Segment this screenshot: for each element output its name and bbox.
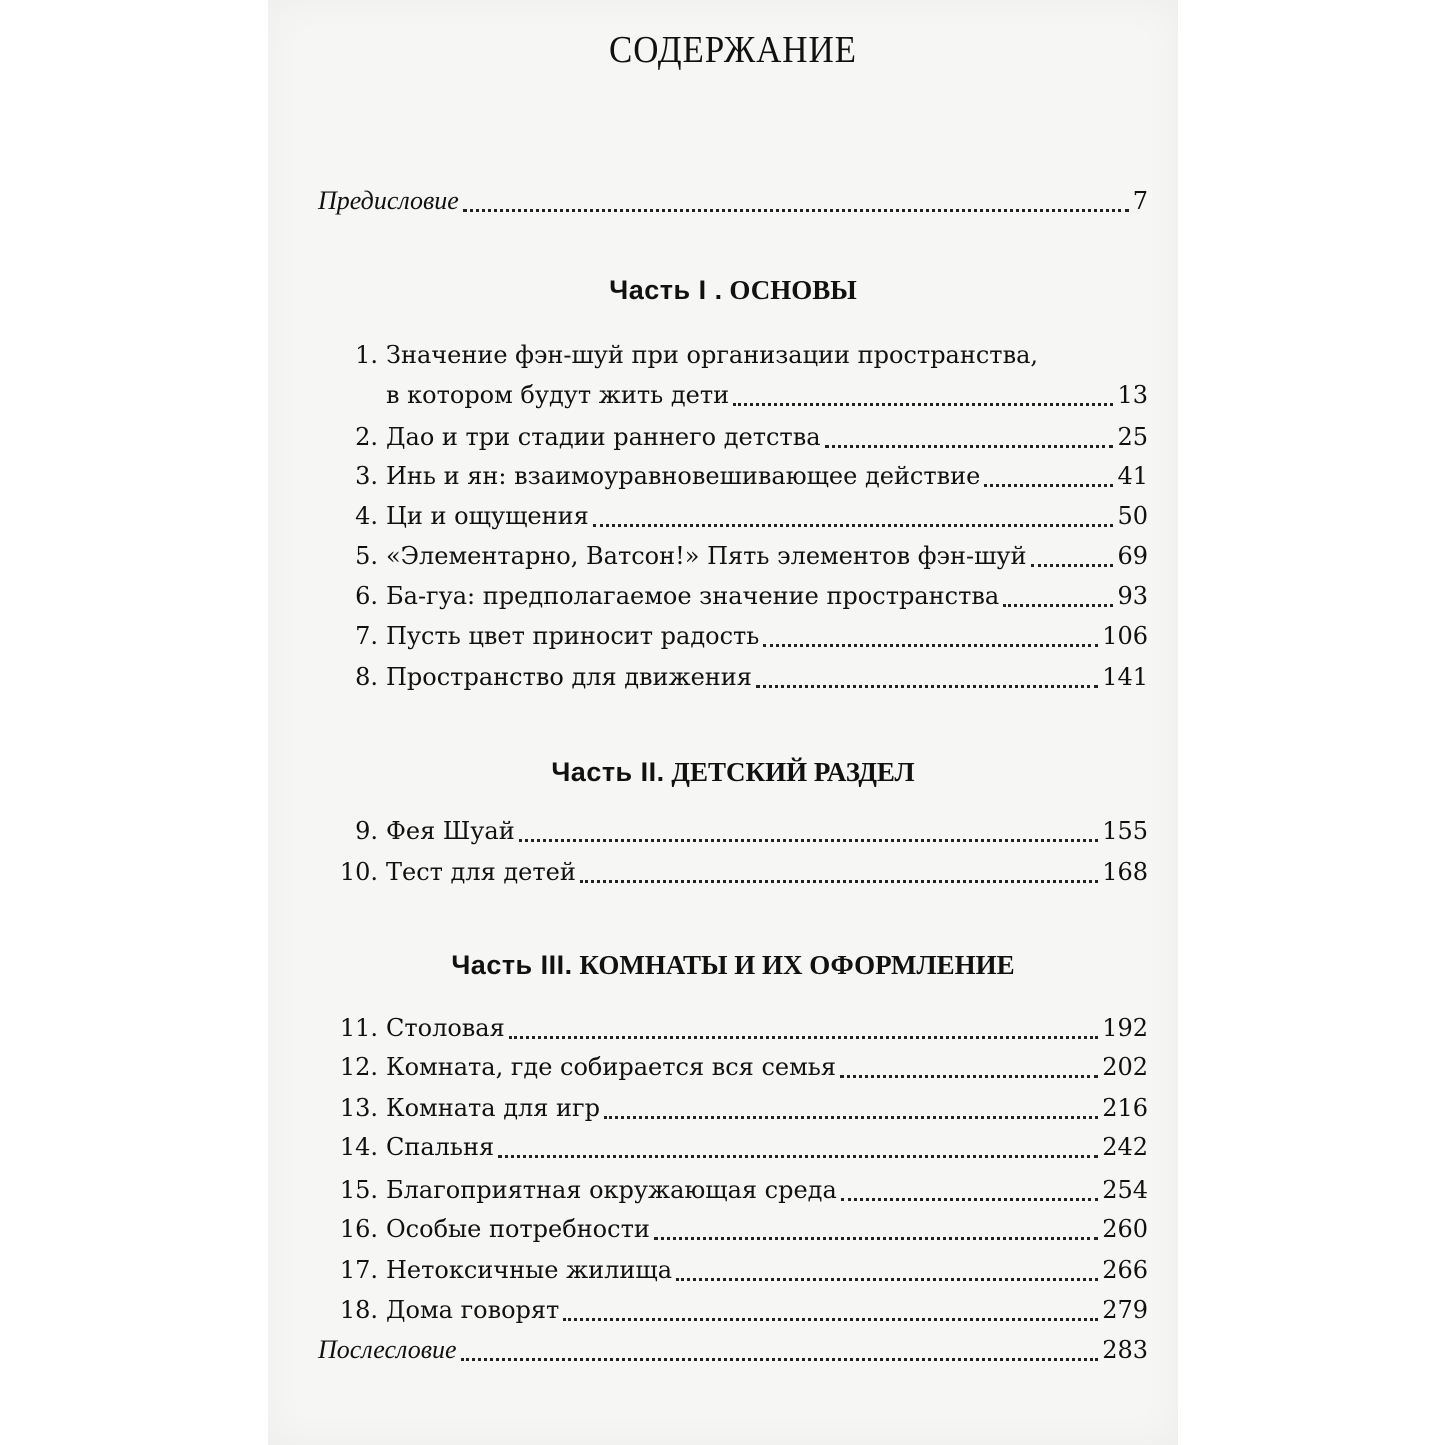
toc-number: 8. [355,663,378,691]
toc-number: 14. [339,1133,378,1161]
part-prefix: Часть II. [551,757,665,787]
toc-label: Ба-гуа: предполагаемое значение пространства [386,582,1000,610]
toc-entry-3 [318,461,1148,491]
part-name: ОСНОВЫ [729,275,857,305]
part-heading-1 [318,275,1148,306]
toc-entry-1-line1 [318,340,1148,370]
leader-dots [509,1036,1098,1039]
leader-dots [840,1075,1098,1078]
toc-label: Особые потребности [386,1215,650,1243]
toc-page-number: 106 [1102,622,1148,650]
toc-entry-13 [318,1093,1148,1123]
part-name: КОМНАТЫ И ИХ ОФОРМЛЕНИЕ [579,950,1015,980]
toc-entry-7 [318,621,1148,651]
toc-entry-12 [318,1052,1148,1082]
toc-label: Тест для детей [386,858,576,886]
toc-page-number: 283 [1102,1336,1148,1364]
toc-page-number: 202 [1102,1053,1148,1081]
toc-page-number: 242 [1102,1133,1148,1161]
toc-entry-afterword [318,1335,1148,1365]
toc-page-number: 192 [1102,1014,1148,1042]
toc-label: Послесловие [318,1335,457,1364]
toc-label: Пространство для движения [386,663,752,691]
toc-number: 7. [355,622,378,650]
toc-page-number: 41 [1117,462,1148,490]
toc-number: 1. [355,341,378,369]
toc-entry-preface [318,186,1148,216]
toc-number: 2. [355,423,378,451]
leader-dots [593,524,1114,527]
toc-label: Благоприятная окружающая среда [386,1176,837,1204]
toc-number: 9. [355,817,378,845]
toc-label: Инь и ян: взаимоуравновешивающее действие [386,462,981,490]
toc-entry-9 [318,816,1148,846]
toc-page-number: 7 [1132,187,1148,215]
leader-dots [984,484,1113,487]
leader-dots [654,1237,1098,1240]
leader-dots [461,1358,1099,1361]
toc-entry-4 [318,501,1148,531]
toc-number: 5. [355,542,378,570]
toc-entry-14 [318,1132,1148,1162]
toc-entry-1-line2 [386,380,1148,410]
toc-number: 15. [339,1176,378,1204]
toc-entry-18 [318,1295,1148,1325]
toc-page-number: 155 [1102,817,1148,845]
toc-label: Фея Шуай [386,817,515,845]
toc-number: 12. [339,1053,378,1081]
leader-dots [580,880,1098,883]
toc-entry-6 [318,581,1148,611]
toc-page-number: 13 [1117,381,1148,409]
toc-label: Спальня [386,1133,495,1161]
toc-label: Значение фэн-шуй при организации пространства, [386,341,1039,369]
toc-label: Дао и три стадии раннего детства [386,423,821,451]
toc-entry-10 [318,857,1148,887]
toc-number: 18. [339,1296,378,1324]
toc-number: 3. [355,462,378,490]
toc-entry-8 [318,662,1148,692]
toc-label: Столовая [386,1014,505,1042]
leader-dots [1031,564,1114,567]
part-heading-3 [318,950,1148,981]
toc-page-number: 25 [1117,423,1148,451]
toc-number: 16. [339,1215,378,1243]
toc-label: Комната для игр [386,1094,600,1122]
part-prefix: Часть I . [609,275,723,305]
leader-dots [463,209,1129,212]
toc-number: 13. [339,1094,378,1122]
page-title: СОДЕРЖАНИЕ [609,29,857,71]
toc-entry-15 [318,1175,1148,1205]
toc-label: Предисловие [318,186,459,215]
leader-dots [825,445,1114,448]
toc-page-number: 93 [1117,582,1148,610]
toc-entry-16 [318,1214,1148,1244]
toc-page-number: 69 [1117,542,1148,570]
toc-number: 11. [339,1014,378,1042]
part-name: ДЕТСКИЙ РАЗДЕЛ [671,757,915,787]
toc-label: Нетоксичные жилища [386,1256,673,1284]
toc-label: Комната, где собирается вся семья [386,1053,836,1081]
leader-dots [563,1318,1098,1321]
toc-page-number: 254 [1102,1176,1148,1204]
toc-number: 6. [355,582,378,610]
toc-number: 17. [339,1256,378,1284]
toc-label: Пусть цвет приносит радость [386,622,760,650]
toc-label: «Элементарно, Ватсон!» Пять элементов фэн-шуй [386,542,1027,570]
toc-label: в котором будут жить дети [386,381,730,409]
leader-dots [519,839,1098,842]
leader-dots [604,1116,1098,1119]
toc-number: 4. [355,502,378,530]
toc-page-number: 168 [1102,858,1148,886]
toc-label: Дома говорят [386,1296,560,1324]
toc-page-number: 260 [1102,1215,1148,1243]
part-prefix: Часть III. [451,950,573,980]
leader-dots [763,644,1098,647]
toc-entry-5 [318,541,1148,571]
toc-number: 10. [339,858,378,886]
toc-page-number: 141 [1102,663,1148,691]
toc-entry-17 [318,1255,1148,1285]
leader-dots [841,1198,1098,1201]
toc-label: Ци и ощущения [386,502,589,530]
toc-page-number: 266 [1102,1256,1148,1284]
leader-dots [498,1155,1098,1158]
toc-page-number: 50 [1117,502,1148,530]
leader-dots [756,685,1098,688]
leader-dots [676,1278,1098,1281]
toc-page-number: 216 [1102,1094,1148,1122]
toc-page-number: 279 [1102,1296,1148,1324]
leader-dots [1003,604,1113,607]
part-heading-2 [318,757,1148,788]
toc-entry-2 [318,422,1148,452]
toc-entry-11 [318,1013,1148,1043]
leader-dots [733,403,1113,406]
